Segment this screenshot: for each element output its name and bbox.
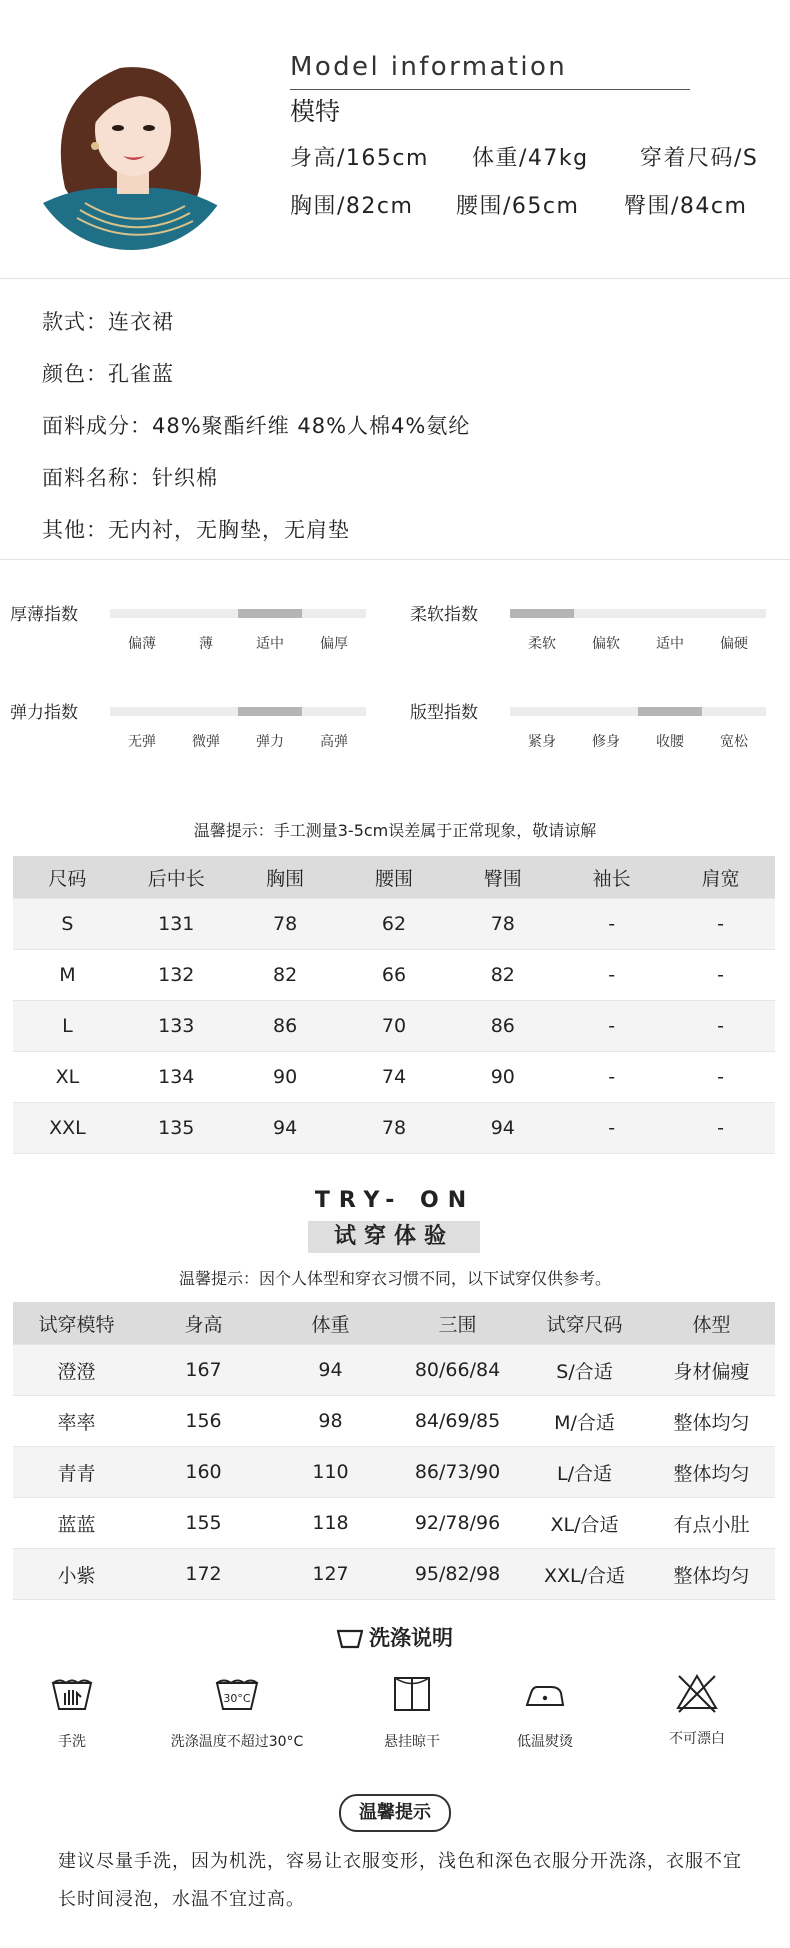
table-cell: - [557, 950, 666, 1001]
index-label: 弹力指数 [10, 703, 78, 723]
size-row [13, 1103, 775, 1154]
wash-30-label: 洗涤温度不超过30°C [170, 1734, 304, 1750]
index-option: 高弹 [320, 734, 348, 750]
index-option: 修身 [592, 734, 620, 750]
table-cell: M [13, 950, 122, 1001]
table-cell: 135 [122, 1103, 231, 1154]
table-cell: XXL/合适 [521, 1549, 648, 1600]
tryon-title-zh: 试穿体验 [308, 1221, 480, 1253]
column-header: 体重 [267, 1302, 394, 1345]
table-cell: 167 [140, 1345, 267, 1396]
section-divider [0, 278, 790, 279]
index-option: 无弹 [128, 734, 156, 750]
table-cell: XL/合适 [521, 1498, 648, 1549]
table-cell: 94 [448, 1103, 557, 1154]
hand-wash-icon [0, 1675, 162, 1717]
index-option: 收腰 [656, 734, 684, 750]
index-track [110, 707, 366, 716]
column-header: 尺码 [13, 856, 122, 899]
table-cell: 94 [267, 1345, 394, 1396]
table-cell: 整体均匀 [648, 1396, 775, 1447]
tryon-row [13, 1447, 775, 1498]
table-cell: 78 [231, 899, 340, 950]
table-cell: 青青 [13, 1447, 140, 1498]
attr-other: 其他：无内衬，无胸垫，无肩垫 [42, 518, 350, 542]
index-option: 弹力 [256, 734, 284, 750]
table-cell: 92/78/96 [394, 1498, 521, 1549]
size-row [13, 1001, 775, 1052]
table-cell: - [557, 1001, 666, 1052]
table-cell: - [666, 899, 775, 950]
table-cell: 80/66/84 [394, 1345, 521, 1396]
table-cell: 率率 [13, 1396, 140, 1447]
basin-icon [337, 1629, 363, 1654]
wash-temp: 30°C [223, 1692, 251, 1705]
table-cell: 94 [231, 1103, 340, 1154]
attr-fabric: 面料名称：针织棉 [42, 466, 218, 490]
no-bleach-icon [607, 1672, 787, 1718]
wash-iron-label: 低温熨烫 [517, 1734, 573, 1750]
model-bust: 胸围/82cm [290, 194, 414, 219]
table-cell: 82 [231, 950, 340, 1001]
model-height: 身高/165cm [290, 146, 429, 171]
index-option: 柔软 [528, 636, 556, 652]
size-row [13, 899, 775, 950]
wash-hand [0, 1675, 162, 1751]
column-header: 三围 [394, 1302, 521, 1345]
table-cell: 82 [448, 950, 557, 1001]
tryon-row [13, 1498, 775, 1549]
table-cell: 134 [122, 1052, 231, 1103]
wash-bleach [607, 1672, 787, 1748]
model-photo [25, 38, 237, 250]
column-header: 后中长 [122, 856, 231, 899]
model-subtitle: 模特 [290, 97, 341, 126]
model-waist: 腰围/65cm [456, 194, 580, 219]
model-info-title: Model information [290, 52, 568, 82]
table-cell: 澄澄 [13, 1345, 140, 1396]
model-hip: 臀围/84cm [624, 194, 748, 219]
index-label: 柔软指数 [410, 605, 478, 625]
tryon-title-en: TRY- ON [314, 1188, 476, 1213]
size-note: 温馨提示：手工测量3-5cm误差属于正常现象，敬请谅解 [193, 821, 597, 840]
index-label: 版型指数 [410, 703, 478, 723]
table-cell: 86/73/90 [394, 1447, 521, 1498]
title-underline [290, 89, 690, 90]
column-header: 试穿模特 [13, 1302, 140, 1345]
index-label: 厚薄指数 [10, 605, 78, 625]
size-row [13, 950, 775, 1001]
table-cell: - [666, 1052, 775, 1103]
table-cell: 118 [267, 1498, 394, 1549]
index-marker [638, 707, 702, 716]
wash-dry-label: 悬挂晾干 [384, 1734, 440, 1750]
index-marker [238, 707, 302, 716]
washing-title [0, 1622, 790, 1654]
table-cell: 62 [340, 899, 449, 950]
tryon-row [13, 1345, 775, 1396]
table-cell: 身材偏瘦 [648, 1345, 775, 1396]
table-cell: L [13, 1001, 122, 1052]
table-cell: 有点小肚 [648, 1498, 775, 1549]
table-cell: XL [13, 1052, 122, 1103]
wash-30 [147, 1675, 327, 1751]
index-option: 适中 [656, 636, 684, 652]
table-cell: 78 [448, 899, 557, 950]
size-table [13, 856, 775, 1154]
tip-badge: 温馨提示 [339, 1794, 451, 1832]
column-header: 体型 [648, 1302, 775, 1345]
table-cell: 160 [140, 1447, 267, 1498]
table-cell: 70 [340, 1001, 449, 1052]
tryon-note: 温馨提示：因个人体型和穿衣习惯不同，以下试穿仅供参考。 [178, 1269, 611, 1288]
index-option: 宽松 [720, 734, 748, 750]
table-cell: 133 [122, 1001, 231, 1052]
table-cell: - [666, 1103, 775, 1154]
washing-title-text: 洗涤说明 [369, 1626, 453, 1650]
table-cell: 127 [267, 1549, 394, 1600]
section-divider [0, 559, 790, 560]
table-cell: 78 [340, 1103, 449, 1154]
table-cell: 98 [267, 1396, 394, 1447]
index-track [510, 609, 766, 618]
tryon-row [13, 1396, 775, 1447]
table-cell: 蓝蓝 [13, 1498, 140, 1549]
table-cell: - [666, 1001, 775, 1052]
table-cell: M/合适 [521, 1396, 648, 1447]
index-option: 偏硬 [720, 636, 748, 652]
table-cell: 156 [140, 1396, 267, 1447]
table-cell: 整体均匀 [648, 1549, 775, 1600]
attr-composition: 面料成分：48%聚酯纤维 48%人棉4%氨纶 [42, 414, 471, 438]
table-cell: 86 [448, 1001, 557, 1052]
column-header: 胸围 [231, 856, 340, 899]
table-cell: 110 [267, 1447, 394, 1498]
table-cell: 90 [448, 1052, 557, 1103]
column-header: 腰围 [340, 856, 449, 899]
index-option: 微弹 [192, 734, 220, 750]
model-weight: 体重/47kg [472, 146, 589, 171]
table-cell: 74 [340, 1052, 449, 1103]
size-row [13, 1052, 775, 1103]
table-cell: - [557, 1052, 666, 1103]
tryon-row [13, 1549, 775, 1600]
table-cell: 95/82/98 [394, 1549, 521, 1600]
index-option: 紧身 [528, 734, 556, 750]
table-cell: S [13, 899, 122, 950]
table-cell: - [557, 899, 666, 950]
column-header: 试穿尺码 [521, 1302, 648, 1345]
table-cell: 86 [231, 1001, 340, 1052]
index-option: 薄 [199, 636, 213, 652]
table-cell: - [666, 950, 775, 1001]
table-cell: 172 [140, 1549, 267, 1600]
table-cell: 132 [122, 950, 231, 1001]
column-header: 肩宽 [666, 856, 775, 899]
index-track [510, 707, 766, 716]
attr-color: 颜色：孔雀蓝 [42, 362, 174, 386]
index-option: 偏厚 [320, 636, 348, 652]
index-marker [238, 609, 302, 618]
index-option: 偏薄 [128, 636, 156, 652]
index-option: 适中 [256, 636, 284, 652]
wash-bleach-label: 不可漂白 [669, 1731, 725, 1747]
index-track [110, 609, 366, 618]
wash-30-icon [147, 1675, 327, 1717]
table-cell: 小紫 [13, 1549, 140, 1600]
attr-style: 款式：连衣裙 [42, 310, 174, 334]
table-cell: - [557, 1103, 666, 1154]
tip-text: 建议尽量手洗，因为机洗，容易让衣服变形，浅色和深色衣服分开洗涤，衣服不宜长时间浸泡，水温不宜过高。 [58, 1851, 742, 1910]
table-cell: 66 [340, 950, 449, 1001]
table-cell: 84/69/85 [394, 1396, 521, 1447]
table-cell: L/合适 [521, 1447, 648, 1498]
table-cell: 90 [231, 1052, 340, 1103]
index-option: 偏软 [592, 636, 620, 652]
table-cell: S/合适 [521, 1345, 648, 1396]
model-size: 穿着尺码/S [640, 146, 759, 171]
table-cell: 155 [140, 1498, 267, 1549]
table-cell: 131 [122, 899, 231, 950]
tryon-table [13, 1302, 775, 1600]
table-cell: XXL [13, 1103, 122, 1154]
column-header: 身高 [140, 1302, 267, 1345]
column-header: 臀围 [448, 856, 557, 899]
index-marker [510, 609, 574, 618]
wash-hand-label: 手洗 [58, 1734, 86, 1750]
column-header: 袖长 [557, 856, 666, 899]
table-cell: 整体均匀 [648, 1447, 775, 1498]
